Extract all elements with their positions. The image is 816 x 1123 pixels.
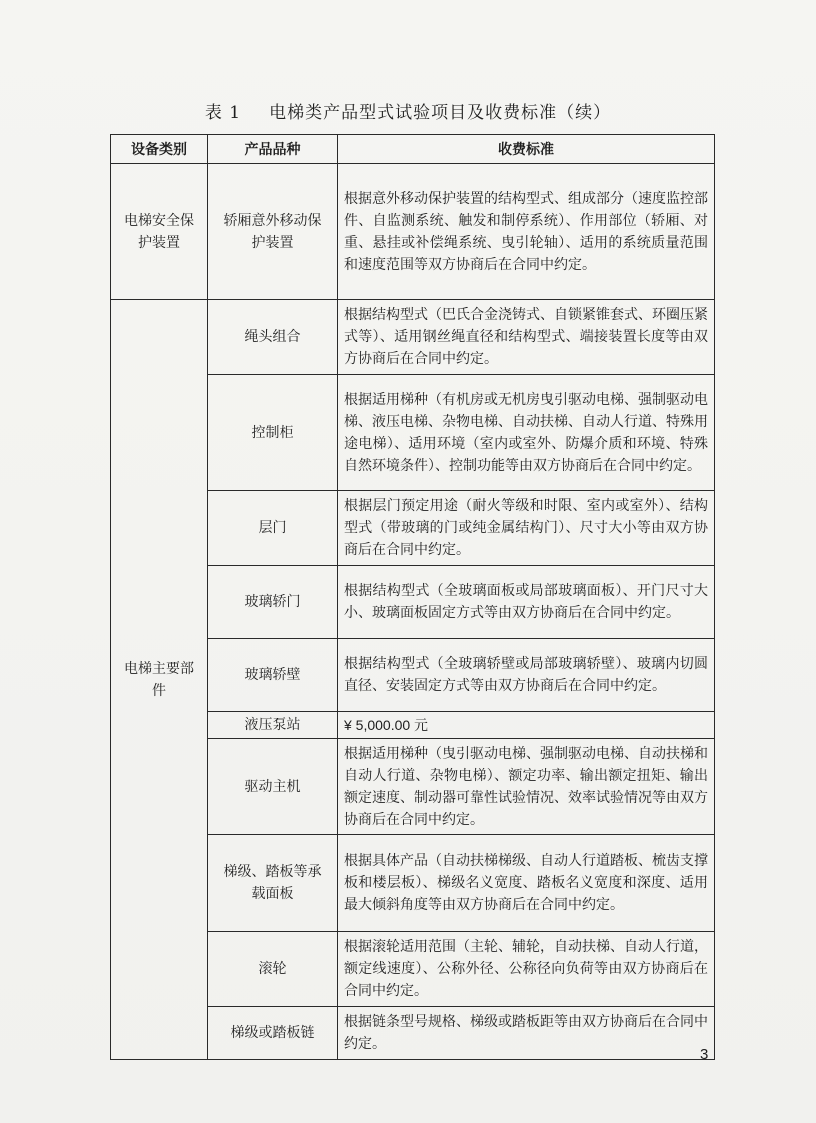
header-product: 产品品种 [208,135,338,164]
product-cell: 梯级或踏板链 [208,1007,338,1060]
product-cell: 玻璃轿壁 [208,639,338,712]
category-label: 电梯主要部件 [124,660,194,699]
category-cell [111,164,208,300]
product-cell: 滚轮 [208,932,338,1007]
product-cell [208,164,338,300]
table-number: 表 1 [204,103,242,123]
fee-cell: 根据意外移动保护装置的结构型式、组成部分（速度监控部件、自监测系统、触发和制停系统）、作用部位（轿厢、对重、悬挂或补偿绳系统、曳引轮轴）、适用的系统质量范围和速度范围等双方协商后在合同中约定。 [338,164,715,300]
product-cell: 液压泵站 [208,712,338,739]
product-label: 梯级、踏板等承载面板 [223,864,322,902]
table-title [0,98,816,123]
table-caption: 电梯类产品型式试验项目及收费标准（续） [269,103,612,123]
fee-cell: 根据适用梯种（有机房或无机房曳引驱动电梯、强制驱动电梯、液压电梯、杂物电梯、自动扶梯、自动人行道、特殊用途电梯）、适用环境（室内或室外、防爆介质和环境、特殊自然环境条件）、控制功能等由双方协商后在合同中约定。 [338,375,715,491]
product-cell: 控制柜 [208,375,338,491]
fee-cell: 根据层门预定用途（耐火等级和时限、室内或室外）、结构型式（带玻璃的门或纯金属结构门）、尺寸大小等由双方协商后在合同中约定。 [338,491,715,566]
product-cell: 驱动主机 [208,739,338,835]
fee-cell: 根据结构型式（巴氏合金浇铸式、自锁紧锥套式、环圈压紧式等）、适用钢丝绳直径和结构型式、端接装置长度等由双方协商后在合同中约定。 [338,300,715,375]
fee-cell: 根据滚轮适用范围（主轮、辅轮，自动扶梯、自动人行道，额定线速度）、公称外径、公称径向负荷等由双方协商后在合同中约定。 [338,932,715,1007]
fee-cell: 根据具体产品（自动扶梯梯级、自动人行道踏板、梳齿支撑板和楼层板）、梯级名义宽度、踏板名义宽度和深度、适用最大倾斜角度等由双方协商后在合同中约定。 [338,835,715,932]
table-row [111,164,715,300]
category-cell [111,300,208,1060]
fee-cell: ¥ 5,000.00 元 [338,712,715,739]
fee-cell: 根据适用梯种（曳引驱动电梯、强制驱动电梯、自动扶梯和自动人行道、杂物电梯）、额定功率、输出额定扭矩、输出额定速度、制动器可靠性试验情况、效率试验情况等由双方协商后在合同中约定。 [338,739,715,835]
header-category: 设备类别 [111,135,208,164]
header-fee: 收费标准 [338,135,715,164]
table-row [111,300,715,375]
table-header-row [111,135,715,164]
product-cell [208,835,338,932]
page-number: 3 [700,1046,709,1063]
product-cell: 玻璃轿门 [208,566,338,639]
product-label: 轿厢意外移动保护装置 [223,212,322,251]
product-cell: 层门 [208,491,338,566]
fee-cell: 根据结构型式（全玻璃面板或局部玻璃面板）、开门尺寸大小、玻璃面板固定方式等由双方协商后在合同中约定。 [338,566,715,639]
fee-cell: 根据结构型式（全玻璃轿壁或局部玻璃轿壁）、玻璃内切圆直径、安装固定方式等由双方协商后在合同中约定。 [338,639,715,712]
product-cell: 绳头组合 [208,300,338,375]
category-label: 电梯安全保护装置 [124,212,194,251]
fee-standard-table [110,134,715,1060]
fee-cell: 根据链条型号规格、梯级或踏板距等由双方协商后在合同中约定。 [338,1007,715,1060]
